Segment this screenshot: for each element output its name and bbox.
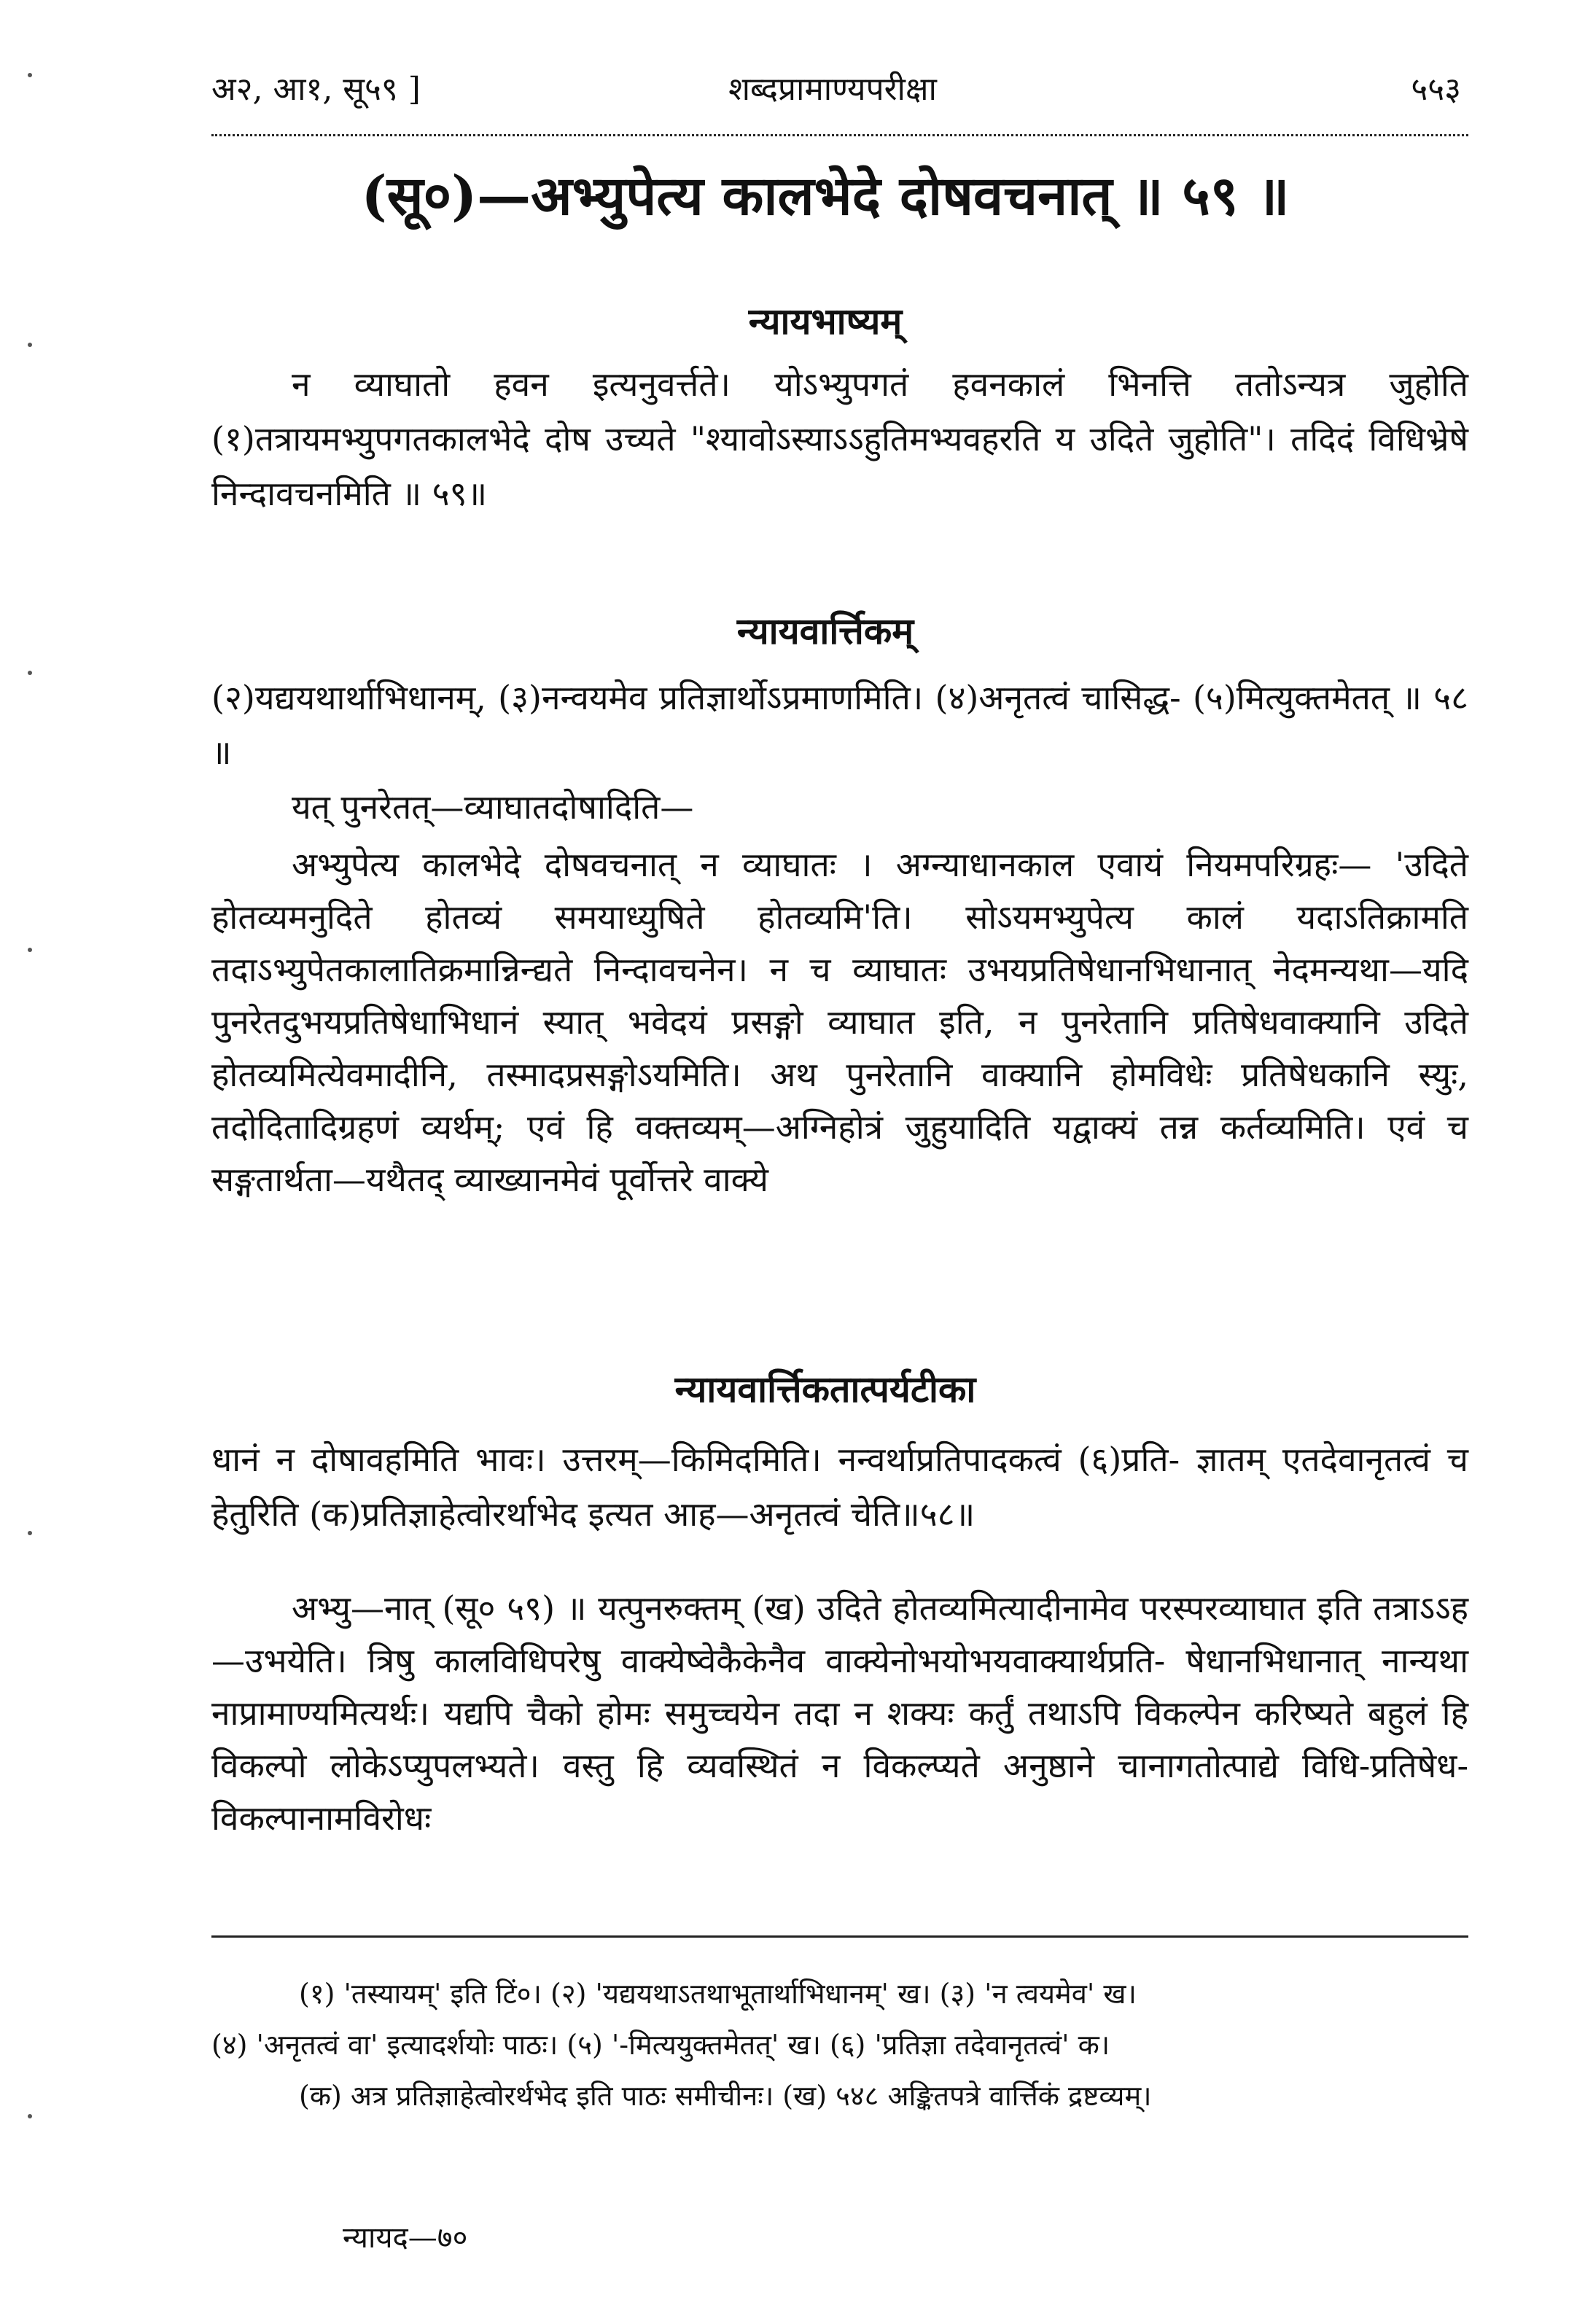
footnote-line-1: (१) 'तस्यायम्' इति टिं०। (२) 'यद्ययथाऽतथाभूतार्थाभिधानम्' ख। (३) 'न त्वयमेव' ख। (299, 1978, 1137, 2010)
scan-mark (28, 73, 32, 77)
footnotes (211, 1968, 1468, 2121)
bhashya-text: न व्याघातो हवन इत्यनुवर्त्तते। योऽभ्युपगतं हवनकालं भिनत्ति ततोऽन्यत्र जुहोति (१)तत्रायमभ्युपगतकालभेदे दोष उच्यते "श्यावोऽस्याऽऽहुतिमभ्यवहरति य उदिते जुहोति"। तदिदं विधिभ्रेषे निन्दावचनमिति ॥ ५९॥ (211, 364, 1468, 513)
header-divider (211, 124, 1468, 136)
scan-mark (28, 671, 32, 675)
scan-mark (28, 343, 32, 347)
vartika-paragraph-2: यत् पुनरेतत्—व्याघातदोषादिति— (292, 787, 694, 827)
header-title: शब्दप्रामाण्यपरीक्षा (728, 71, 937, 108)
tika-paragraph-1: धानं न दोषावहमिति भावः। उत्तरम्—किमिदमिति। नन्वर्थाप्रतिपादकत्वं (६)प्रति- ज्ञातम् एतदेवानृतत्वं च हेतुरिति (क)प्रतिज्ञाहेत्वोरर्थाभेद इत्यत आह—अनृतत्वं चेति॥५८॥ (211, 1440, 1468, 1534)
header-reference: अ२, आ१, सू५९ ] (211, 71, 421, 108)
footnote-line-2: (४) 'अनृतत्वं वा' इत्यादर्शयोः पाठः। (५) '-मित्ययुक्तमेतत्' ख। (६) 'प्रतिज्ञा तदेवानृतत्वं' क। (211, 2029, 1110, 2061)
footnote-line-3: (क) अत्र प्रतिज्ञाहेत्वोरर्थभेद इति पाठः समीचीनः। (ख) ५४८ अङ्कितपत्रे वार्त्तिकं द्रष्टव्यम्। (299, 2080, 1152, 2112)
heading-tika: न्यायवार्त्तिकतात्पर्यटीका (674, 1368, 976, 1411)
vartika-paragraph-3: अभ्युपेत्य कालभेदे दोषवचनात् न व्याघातः । अग्न्याधानकाल एवायं नियमपरिग्रहः— 'उदिते होतव्यमनुदिते होतव्यं समयाध्युषिते होतव्यमि'ति। सोऽयमभ्युपेत्य कालं यदाऽतिक्रामति तदाऽभ्युपेतकालातिक्रमान्निन्द्यते निन्दावचनेन। न च व्याघातः उभयप्रतिषेधानभिधानात् नेदमन्यथा—यदि पुनरेतदुभयप्रतिषेधाभिधानं स्यात् भवेदयं प्रसङ्गो व्याघात इति, न पुनरेतानि प्रतिषेधवाक्यानि उदिते होतव्यमित्येवमादीनि, तस्मादप्रसङ्गोऽयमिति। अथ पुनरेतानि वाक्यानि होमविधेः प्रतिषेधकानि स्युः, तदोदितादिग्रहणं व्यर्थम्; एवं हि वक्तव्यम्—अग्निहोत्रं जुहुयादिति यद्वाक्यं तन्न कर्तव्यमिति। एवं च सङ्गतार्थता—यथैतद् व्याख्यानमेवं पूर्वोत्तरे वाक्ये (211, 845, 1468, 1199)
vartika-paragraph-1: (२)यद्ययथार्थाभिधानम्, (३)नन्वयमेव प्रतिज्ञार्थोऽप्रमाणमिति। (४)अनृतत्वं चासिद्ध- (५)मित्युक्तमेतत् ॥ ५८ ॥ (211, 678, 1468, 772)
tika-paragraph-2: अभ्यु—नात् (सू० ५९) ॥ यत्पुनरुक्तम् (ख) उदिते होतव्यमित्यादीनामेव परस्परव्याघात इति तत्राऽऽह—उभयेति। त्रिषु कालविधिपरेषु वाक्येष्वेकैकेनैव वाक्येनोभयोभयवाक्यार्थप्रति- षेधानभिधानात् नान्यथा नाप्रामाण्यमित्यर्थः। यद्यपि चैको होमः समुच्चयेन तदा न शक्यः कर्तुं तथाऽपि विकल्पेन करिष्यते बहुलं हि विकल्पो लोकेऽप्युपलभ्यते। वस्तु हि व्यवस्थितं न विकल्प्यते अनुष्ठाने चानागतोत्पाद्ये विधि-प्रतिषेध-विकल्पानामविरोधः (211, 1588, 1468, 1838)
sutra-title: (सू०)—अभ्युपेत्य कालभेदे दोषवचनात् ॥ ५९ ॥ (361, 165, 1290, 227)
scan-mark (28, 948, 32, 952)
heading-bhashya: न्यायभाष्यम् (748, 300, 903, 343)
heading-vartika: न्यायवार्त्तिकम् (736, 609, 914, 652)
scan-mark (28, 2114, 32, 2118)
signature-mark: न्यायद—७० (343, 2221, 468, 2255)
running-header (182, 44, 1483, 124)
page-number: ५५३ (1411, 71, 1461, 108)
footnote-rule (211, 1935, 1468, 1938)
scan-mark (28, 1531, 32, 1535)
